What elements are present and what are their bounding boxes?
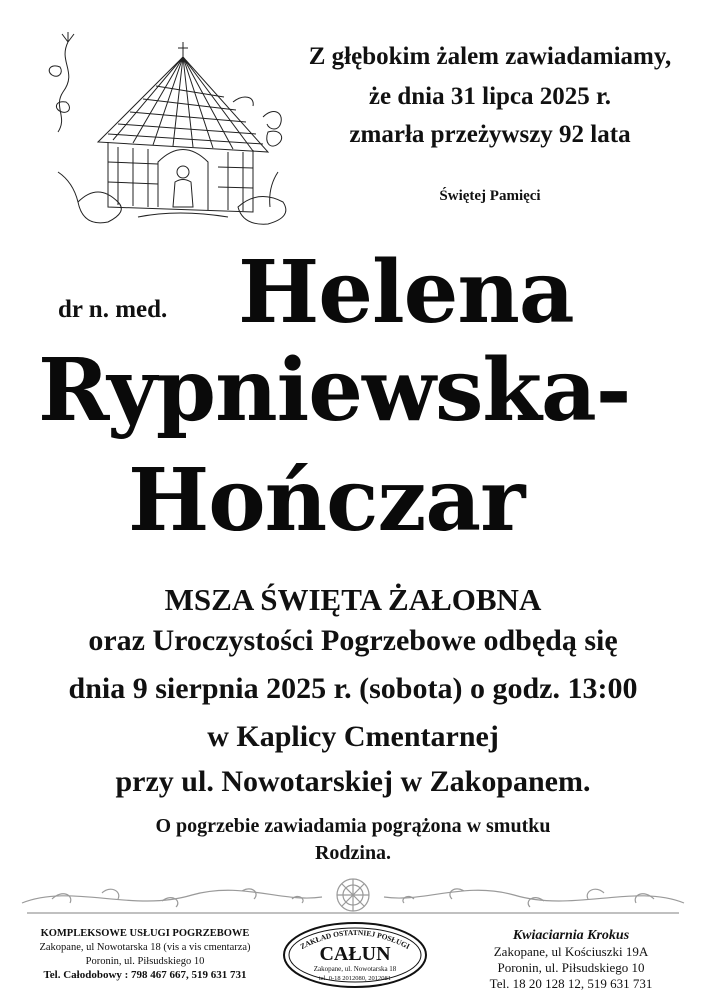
calun-logo [281,920,429,990]
academic-title: dr n. med. [58,296,168,323]
logo-address: Zakopane, ul. Nowotarska 18 [313,965,397,973]
intro-line-3: zmarła przeżywszy 92 lata [349,121,631,148]
florist-address-1: Zakopane, ul Kościuszki 19A [493,944,649,959]
ornament-divider [12,873,694,917]
service-line-4: przy ul. Nowotarskiej w Zakopanem. [115,765,591,798]
intro-line-1: Z głębokim żalem zawiadamiamy, [308,43,672,70]
florist-address-2: Poronin, ul. Piłsudskiego 10 [497,960,645,975]
logo-name: CAŁUN [319,943,391,965]
funeral-services-phone: Tel. Całodobowy : 798 467 667, 519 631 731 [43,969,247,981]
memory-label: Świętej Pamięci [439,188,541,204]
funeral-services-address-1: Zakopane, ul Nowotarska 18 (vis a vis cmentarza) [39,942,251,953]
service-line-1: oraz Uroczystości Pogrzebowe odbędą się [88,624,618,657]
service-line-2: dnia 9 sierpnia 2025 r. (sobota) o godz. 13:00 [68,672,638,705]
family-notice-line-1: O pogrzebie zawiadamia pogrążona w smutku [155,815,551,837]
funeral-services-address-2: Poronin, ul. Piłsudskiego 10 [85,956,205,967]
first-name: Helena [238,242,574,343]
intro-line-2: że dnia 31 lipca 2025 r. [368,83,612,110]
logo-phone: tel. 0-18 2012080, 2012081 [318,975,392,982]
last-name-part-1: Rypniewska- [38,340,631,441]
florist-name: Kwiaciarnia Krokus [512,928,630,943]
funeral-services-name: KOMPLEKSOWE USŁUGI POGRZEBOWE [40,928,250,939]
service-line-3: w Kaplicy Cmentarnej [207,720,499,753]
florist-phone: Tel. 18 20 128 12, 519 631 731 [489,976,653,991]
chapel-illustration [38,22,300,232]
last-name-part-2: Hończar [128,450,525,551]
family-notice-line-2: Rodzina. [314,842,392,864]
logo-arc-text: ZAKŁAD OSTATNIEJ POSŁUGI [298,927,412,951]
service-heading: MSZA ŚWIĘTA ŻAŁOBNA [164,582,542,617]
